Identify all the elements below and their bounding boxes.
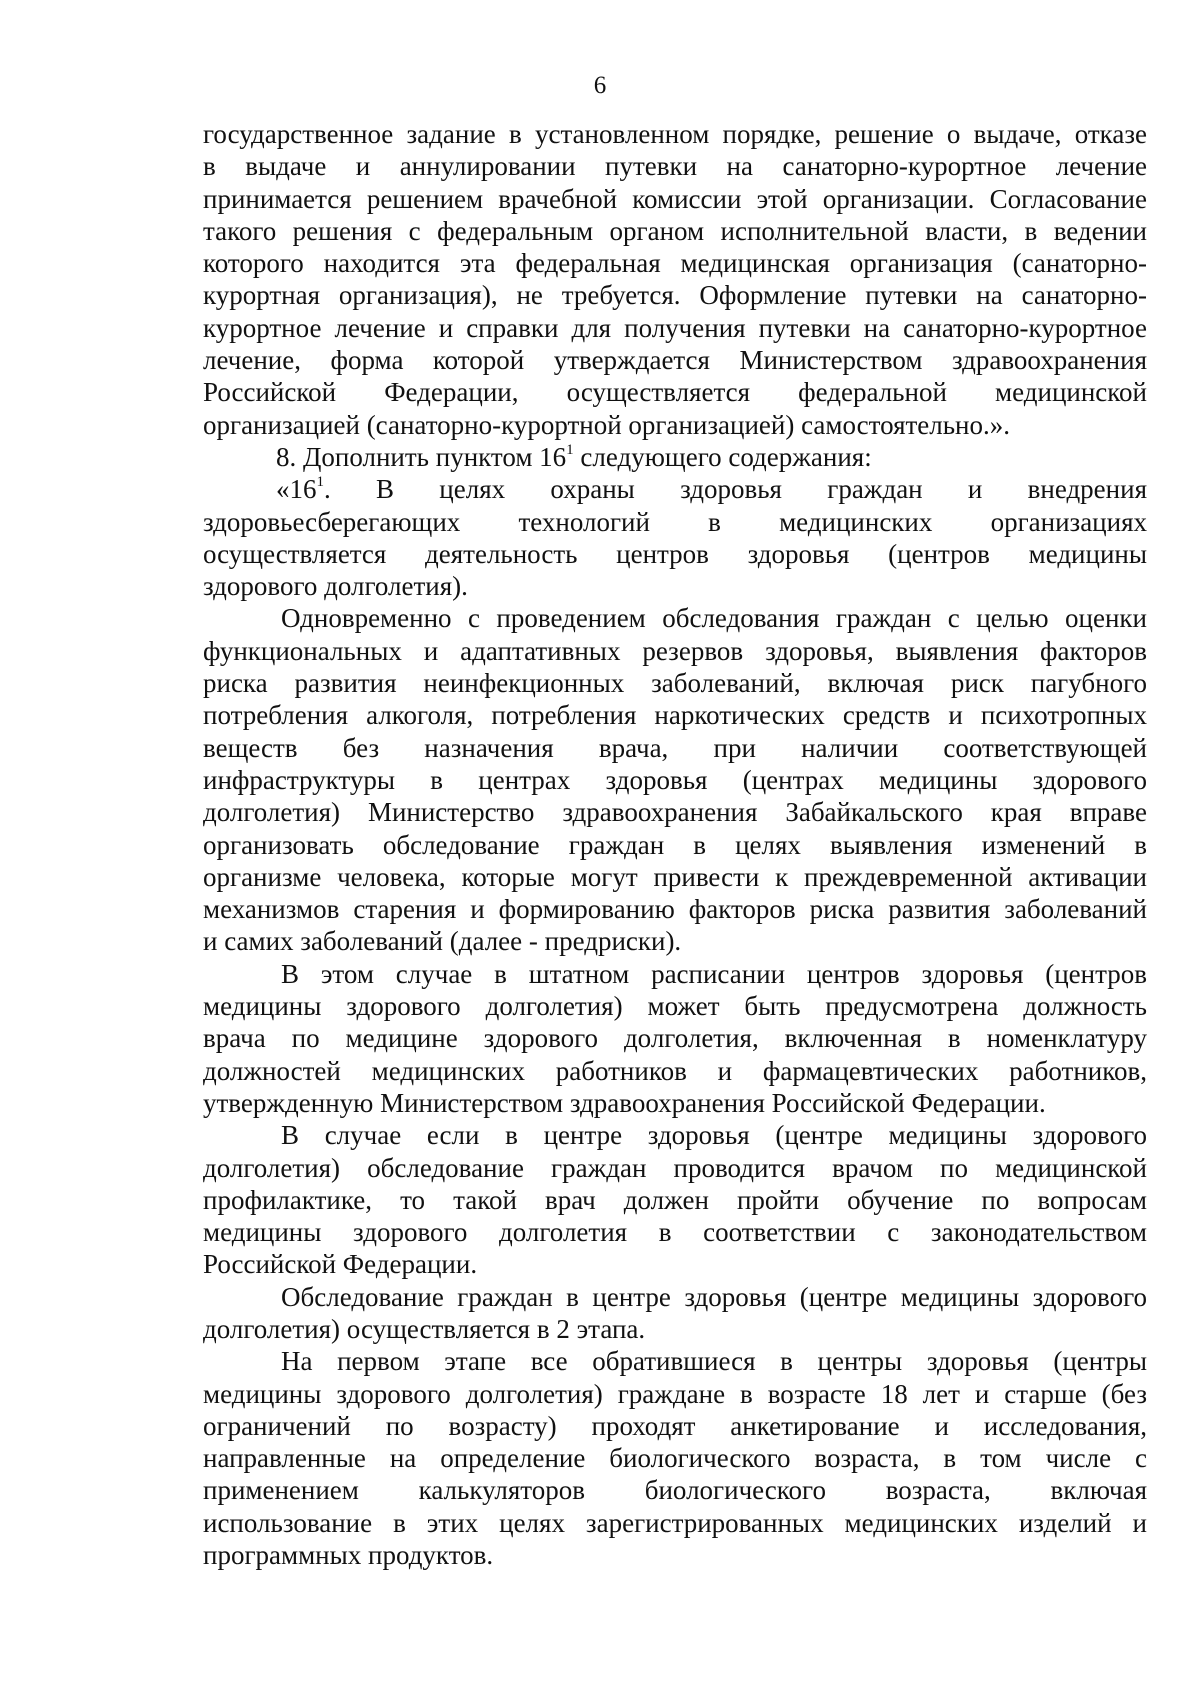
text-line <box>203 247 1147 279</box>
superscript: 1 <box>316 474 324 491</box>
text-line-main: должностей медицинских работников и фармацевтических работников, <box>203 1055 1147 1086</box>
text-line-main: здорового долголетия). <box>203 571 468 602</box>
text-line <box>203 1087 1147 1119</box>
text-line-tail: . В целях охраны здоровья граждан и внедрения <box>324 474 1147 505</box>
text-line-main: долголетия) Министерство здравоохранения Забайкальского края вправе <box>203 797 1147 828</box>
text-line-main: применением калькуляторов биологического возраста, включая <box>203 1475 1147 1506</box>
text-line-main: долголетия) обследование граждан проводится врачом по медицинской <box>203 1152 1147 1183</box>
text-line <box>203 473 1147 505</box>
text-line <box>203 1248 1147 1280</box>
text-line-main: инфраструктуры в центрах здоровья (центрах медицины здорового <box>203 764 1147 795</box>
text-line <box>203 602 1147 634</box>
text-line-main: курортное лечение и справки для получения путевки на санаторно-курортное <box>203 312 1147 343</box>
text-line <box>203 279 1147 311</box>
text-line <box>203 925 1147 957</box>
text-line-main: механизмов старения и формированию факторов риска развития заболеваний <box>203 894 1147 925</box>
text-line <box>203 635 1147 667</box>
text-line-main: государственное задание в установленном порядке, решение о выдаче, отказе <box>203 119 1147 149</box>
text-line-main: Одновременно с проведением обследования граждан с целью оценки <box>281 603 1147 634</box>
text-line <box>203 1410 1147 1442</box>
text-line-main: Обследование граждан в центре здоровья (центре медицины здорового <box>281 1281 1147 1312</box>
text-line <box>203 312 1147 344</box>
text-line-main: такого решения с федеральным органом исполнительной власти, в ведении <box>203 215 1147 246</box>
text-line-main: «16 <box>276 474 317 505</box>
text-line <box>203 1313 1147 1345</box>
text-line <box>203 1507 1147 1539</box>
text-line <box>203 699 1147 731</box>
text-line <box>203 796 1147 828</box>
text-line-main: риска развития неинфекционных заболеваний, включая риск пагубного <box>203 668 1147 699</box>
text-line-main: которого находится эта федеральная медицинская организация (санаторно- <box>203 248 1147 279</box>
text-line <box>203 1378 1147 1410</box>
text-line <box>203 990 1147 1022</box>
document-body <box>203 118 1147 1571</box>
text-line-main: веществ без назначения врача, при наличии соответствующей <box>203 732 1147 763</box>
text-line-main: долголетия) осуществляется в 2 этапа. <box>203 1313 646 1344</box>
text-line <box>203 667 1147 699</box>
text-line <box>203 409 1147 441</box>
text-line <box>203 861 1147 893</box>
text-line <box>203 1022 1147 1054</box>
text-line <box>203 1281 1147 1313</box>
text-line <box>203 1152 1147 1184</box>
text-line-main: потребления алкоголя, потребления наркотических средств и психотропных <box>203 700 1147 731</box>
text-line-main: В этом случае в штатном расписании центров здоровья (центров <box>281 958 1147 989</box>
text-line <box>203 829 1147 861</box>
text-line-main: медицины здорового долголетия) может быть предусмотрена должность <box>203 991 1147 1022</box>
text-line <box>203 441 1147 473</box>
text-line-main: в выдаче и аннулировании путевки на санаторно-курортное лечение <box>203 151 1147 182</box>
text-line-main: 8. Дополнить пунктом 16 <box>276 441 567 472</box>
text-line <box>203 958 1147 990</box>
text-line <box>203 150 1147 182</box>
text-line <box>203 506 1147 538</box>
text-line <box>203 1184 1147 1216</box>
text-line-main: здоровьесберегающих технологий в медицинских организациях <box>203 506 1147 537</box>
text-line <box>203 732 1147 764</box>
text-line <box>203 1539 1147 1571</box>
text-line-main: организацией (санаторно-курортной организацией) самостоятельно.». <box>203 409 1011 440</box>
text-line-main: В случае если в центре здоровья (центре медицины здорового <box>281 1120 1147 1151</box>
text-line-main: принимается решением врачебной комиссии этой организации. Согласование <box>203 183 1147 214</box>
text-line-main: врача по медицине здорового долголетия, включенная в номенклатуру <box>203 1023 1147 1054</box>
text-line <box>203 893 1147 925</box>
text-line <box>203 376 1147 408</box>
text-line-main: Российской Федерации, осуществляется федеральной медицинской <box>203 377 1147 408</box>
text-line <box>203 538 1147 570</box>
text-line <box>203 764 1147 796</box>
superscript: 1 <box>566 441 574 458</box>
text-line-main: использование в этих целях зарегистрированных медицинских изделий и <box>203 1507 1147 1538</box>
text-line-main: ограничений по возрасту) проходят анкетирование и исследования, <box>203 1410 1147 1441</box>
page-number: 6 <box>593 72 607 99</box>
text-line-main: и самих заболеваний (далее - предриски). <box>203 926 682 957</box>
text-line <box>203 570 1147 602</box>
text-line-main: На первом этапе все обратившиеся в центры здоровья (центры <box>281 1346 1147 1377</box>
text-line-main: организме человека, которые могут привести к преждевременной активации <box>203 861 1147 892</box>
text-line-tail: следующего содержания: <box>573 441 872 472</box>
text-line-main: утвержденную Министерством здравоохранения Российской Федерации. <box>203 1087 1046 1118</box>
text-line-main: медицины здорового долголетия в соответствии с законодательством <box>203 1217 1147 1248</box>
text-line <box>203 118 1147 150</box>
text-line <box>203 1216 1147 1248</box>
text-line-main: лечение, форма которой утверждается Министерством здравоохранения <box>203 345 1147 376</box>
text-line <box>203 1474 1147 1506</box>
text-line-main: Российской Федерации. <box>203 1249 478 1280</box>
text-line <box>203 1119 1147 1151</box>
text-line <box>203 1345 1147 1377</box>
text-line-main: профилактике, то такой врач должен пройти обучение по вопросам <box>203 1184 1147 1215</box>
text-line <box>203 215 1147 247</box>
text-line <box>203 344 1147 376</box>
text-line <box>203 1442 1147 1474</box>
text-line <box>203 1055 1147 1087</box>
text-line-main: осуществляется деятельность центров здоровья (центров медицины <box>203 538 1147 569</box>
text-line-main: медицины здорового долголетия) граждане в возрасте 18 лет и старше (без <box>203 1378 1147 1409</box>
text-line-main: организовать обследование граждан в целях выявления изменений в <box>203 829 1147 860</box>
text-line <box>203 183 1147 215</box>
text-line-main: функциональных и адаптативных резервов здоровья, выявления факторов <box>203 635 1147 666</box>
text-line-main: направленные на определение биологического возраста, в том числе с <box>203 1443 1147 1474</box>
text-line-main: курортная организация), не требуется. Оформление путевки на санаторно- <box>203 280 1147 311</box>
text-line-main: программных продуктов. <box>203 1540 494 1571</box>
